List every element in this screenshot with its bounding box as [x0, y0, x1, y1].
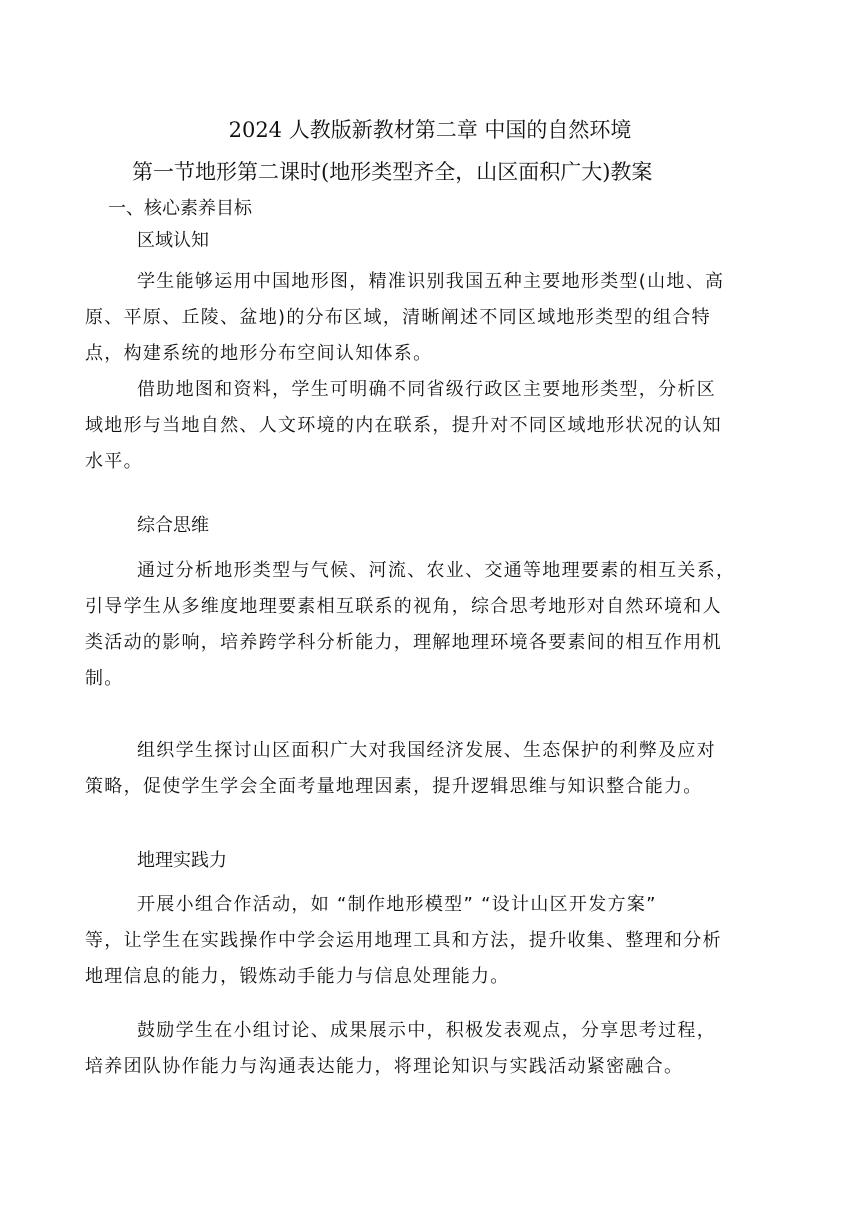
paragraph-line: 地理信息的能力，锻炼动手能力与信息处理能力。 [85, 966, 510, 987]
paragraph-synthesis-1 [85, 553, 775, 697]
paragraph-practice-1 [85, 887, 775, 995]
paragraph-line: 点，构建系统的地形分布空间认知体系。 [85, 343, 433, 364]
document-subtitle: 第一节地形第二课时(地形类型齐全，山区面积广大)教案 [132, 160, 653, 184]
document-title: 2024 人教版新教材第二章 中国的自然环境 [228, 118, 632, 142]
paragraph-line: 原、平原、丘陵、盆地)的分布区域，清晰阐述不同区域地形类型的组合特 [85, 307, 711, 328]
section-heading: 一、核心素养目标 [108, 198, 252, 219]
paragraph-line: 培养团队协作能力与沟通表达能力，将理论知识与实践活动紧密融合。 [85, 1056, 684, 1077]
paragraph-line: 制。 [85, 668, 124, 689]
paragraph-line: 通过分析地形类型与气候、河流、农业、交通等地理要素的相互关系， [137, 560, 736, 581]
paragraph-line: 开展小组合作活动，如 “制作地形模型” “设计山区开发方案” [137, 894, 657, 915]
paragraph-line: 鼓励学生在小组讨论、成果展示中，积极发表观点，分享思考过程， [137, 1020, 716, 1041]
subsection-heading-regional: 区域认知 [137, 230, 209, 251]
paragraph-line: 域地形与当地自然、人文环境的内在联系，提升对不同区域地形状况的认知 [85, 415, 722, 436]
paragraph-line: 策略，促使学生学会全面考量地理因素，提升逻辑思维与知识整合能力。 [85, 776, 703, 797]
paragraph-synthesis-2 [85, 733, 775, 805]
paragraph-practice-2 [85, 1013, 775, 1085]
paragraph-line: 学生能够运用中国地形图，精准识别我国五种主要地形类型(山地、高 [137, 271, 725, 292]
paragraph-regional-2 [85, 372, 775, 480]
paragraph-line: 等，让学生在实践操作中学会运用地理工具和方法，提升收集、整理和分析 [85, 930, 722, 951]
paragraph-line: 水平。 [85, 451, 143, 472]
paragraph-line: 借助地图和资料，学生可明确不同省级行政区主要地形类型，分析区 [137, 379, 716, 400]
paragraph-line: 类活动的影响，培养跨学科分析能力，理解地理环境各要素间的相互作用机 [85, 632, 722, 653]
paragraph-line: 引导学生从多维度地理要素相互联系的视角，综合思考地形对自然环境和人 [85, 596, 722, 617]
paragraph-regional-1 [85, 264, 775, 372]
paragraph-line: 组织学生探讨山区面积广大对我国经济发展、生态保护的利弊及应对 [137, 740, 716, 761]
subsection-heading-synthesis: 综合思维 [137, 515, 209, 536]
subsection-heading-practice: 地理实践力 [137, 850, 227, 871]
